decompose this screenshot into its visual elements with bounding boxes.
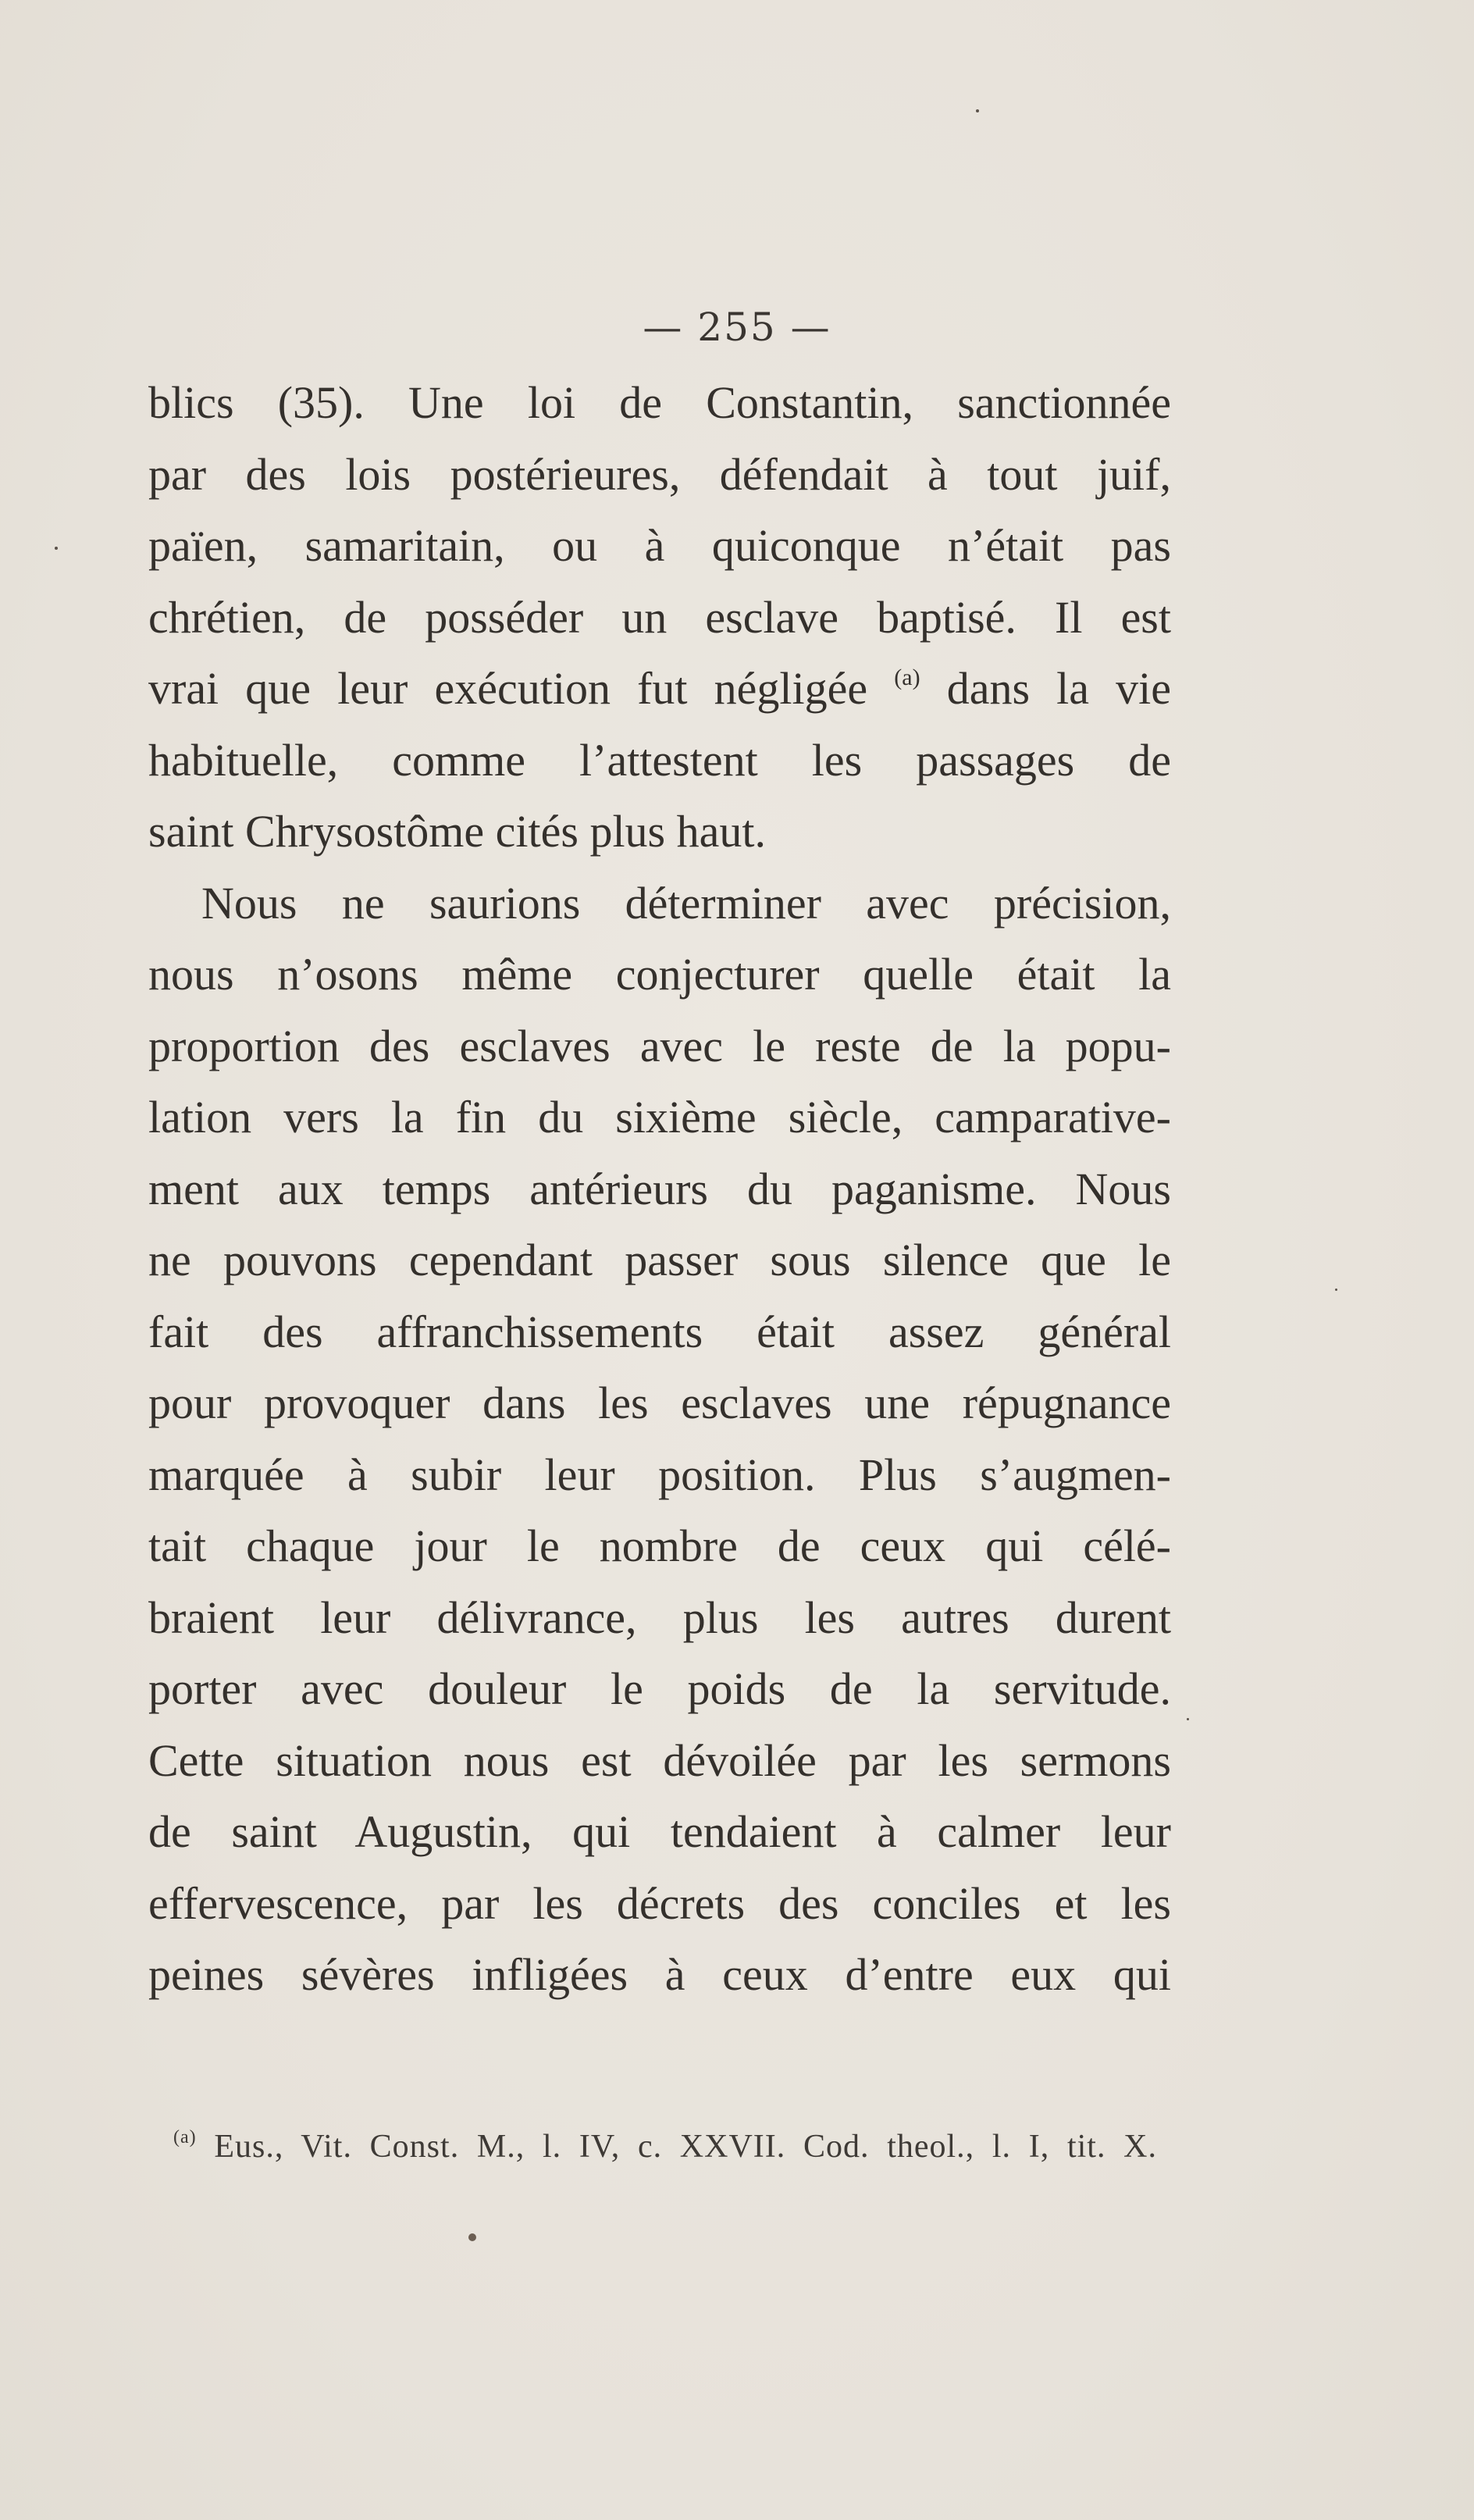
text-line: proportion des esclaves avec le reste de la popu- bbox=[148, 1020, 1171, 1071]
text-line: ne pouvons cependant passer sous silence que le bbox=[148, 1235, 1171, 1285]
text-line: blics (35). Une loi de Constantin, sanctionnée bbox=[148, 377, 1171, 428]
text-line: pour provoquer dans les esclaves une répugnance bbox=[148, 1378, 1171, 1428]
text-line: fait des affranchissements était assez général bbox=[148, 1306, 1171, 1357]
paper-speck bbox=[1335, 1289, 1337, 1291]
text-line: effervescence, par les décrets des conciles et les bbox=[148, 1877, 1171, 1929]
page-number: — 255 — bbox=[643, 305, 831, 350]
footnote-text: Eus., Vit. Const. M., l. IV, c. XXVII. Cod. theol., l. I, tit. X. bbox=[214, 2129, 1157, 2165]
text-line: saint Chrysostôme cités plus haut. bbox=[148, 806, 766, 857]
footnote-marker: (a) bbox=[173, 2127, 197, 2148]
text-line: braient leur délivrance, plus les autres durent bbox=[148, 1591, 1171, 1643]
text-segment: vrai que leur exécution fut négligée bbox=[148, 663, 868, 714]
paper-speck bbox=[55, 547, 58, 550]
footnote-reference: (a) bbox=[894, 665, 920, 690]
text-line: par des lois postérieures, défendait à tout juif, bbox=[148, 448, 1171, 500]
text-line: marquée à subir leur position. Plus s’augmen- bbox=[148, 1449, 1171, 1500]
text-line: porter avec douleur le poids de la servitude. bbox=[148, 1663, 1171, 1714]
text-line: Cette situation nous est dévoilée par les sermons bbox=[148, 1734, 1171, 1786]
text-line: peines sévères infligées à ceux d’entre eux qui bbox=[148, 1949, 1171, 2000]
text-line-with-note bbox=[148, 653, 1171, 725]
paper-speck bbox=[468, 2233, 476, 2241]
text-line: habituelle, comme l’attestent les passages de bbox=[148, 734, 1171, 786]
text-segment: dans la vie bbox=[946, 663, 1172, 714]
text-line: lation vers la fin du sixième siècle, camparative- bbox=[148, 1092, 1171, 1142]
footnote bbox=[173, 2128, 1157, 2165]
text-line: Nous ne saurions déterminer avec précision, bbox=[201, 877, 1171, 929]
paper-speck bbox=[976, 109, 979, 112]
text-line: nous n’osons même conjecturer quelle était la bbox=[148, 949, 1171, 1000]
text-line: de saint Augustin, qui tendaient à calmer leur bbox=[148, 1806, 1171, 1857]
text-line: ment aux temps antérieurs du paganisme. Nous bbox=[148, 1163, 1171, 1214]
text-line: païen, samaritain, ou à quiconque n’était pas bbox=[148, 520, 1171, 571]
text-line: tait chaque jour le nombre de ceux qui célé- bbox=[148, 1520, 1171, 1571]
paper-speck bbox=[1187, 1718, 1189, 1720]
body-text bbox=[148, 367, 1171, 2011]
text-line: chrétien, de posséder un esclave baptisé. Il est bbox=[148, 591, 1171, 643]
